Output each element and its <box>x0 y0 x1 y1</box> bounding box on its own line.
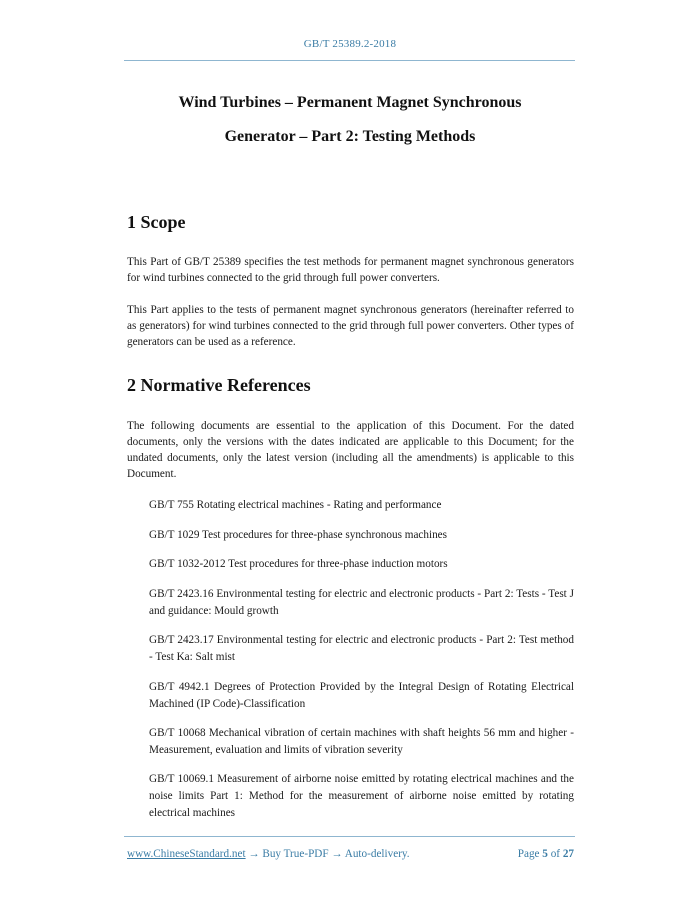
normative-references-intro: The following documents are essential to the application of this Document. For the dated documents, only the versions with the dates indicated are applicable to this Document; for the undated documents, only the latest version (including all the amendments) is applicable to this Document. <box>127 420 574 480</box>
document-title <box>110 86 590 154</box>
page-total: 27 <box>562 848 574 860</box>
reference-item: GB/T 1029 Test procedures for three-phase synchronous machines <box>149 529 447 541</box>
section-heading-normative-references: 2 Normative References <box>127 375 311 395</box>
footer-promo <box>127 848 410 860</box>
reference-item: GB/T 1032-2012 Test procedures for three-phase induction motors <box>149 558 448 570</box>
page-of: of <box>550 848 561 860</box>
reference-item: GB/T 10068 Mechanical vibration of certain machines with shaft heights 56 mm and higher -Measurement, evaluation and limits of vibration severity <box>149 727 574 756</box>
reference-item: GB/T 2423.17 Environmental testing for electric and electronic products - Part 2: Test method - Test Ka: Salt mist <box>149 634 574 663</box>
title-line-2: Generator – Part 2: Testing Methods <box>224 128 476 145</box>
chinesestandard-link[interactable]: www.ChineseStandard.net <box>127 848 246 860</box>
header-divider <box>124 60 575 61</box>
footer-divider <box>124 836 575 837</box>
reference-item: GB/T 2423.16 Environmental testing for electric and electronic products - Part 2: Tests - Test J and guidance: Mould growth <box>149 588 574 617</box>
page-word: Page <box>517 848 540 860</box>
page-number <box>518 848 574 860</box>
document-header-code: GB/T 25389.2-2018 <box>303 38 397 50</box>
section-heading-scope: 1 Scope <box>127 212 186 232</box>
scope-paragraph-1: This Part of GB/T 25389 specifies the test methods for permanent magnet synchronous generators for wind turbines connected to the grid through full power converters. <box>127 256 574 284</box>
reference-item: GB/T 755 Rotating electrical machines - Rating and performance <box>149 499 442 511</box>
footer-tagline: → Buy True-PDF → Auto-delivery. <box>245 848 410 860</box>
reference-item: GB/T 4942.1 Degrees of Protection Provided by the Integral Design of Rotating Electrical Machined (IP Code)-Classification <box>149 681 574 710</box>
title-line-1: Wind Turbines – Permanent Magnet Synchronous <box>178 94 522 111</box>
reference-item: GB/T 10069.1 Measurement of airborne noise emitted by rotating electrical machines and the noise limits Part 1: Method for the measurement of airborne noise emitted by rotating electrical machines <box>149 773 574 819</box>
scope-paragraph-2: This Part applies to the tests of permanent magnet synchronous generators (hereinafter referred to as generators) for wind turbines connected to the grid through full power converters. Other types of generators can be used as a reference. <box>127 304 574 348</box>
page-current: 5 <box>542 848 548 860</box>
